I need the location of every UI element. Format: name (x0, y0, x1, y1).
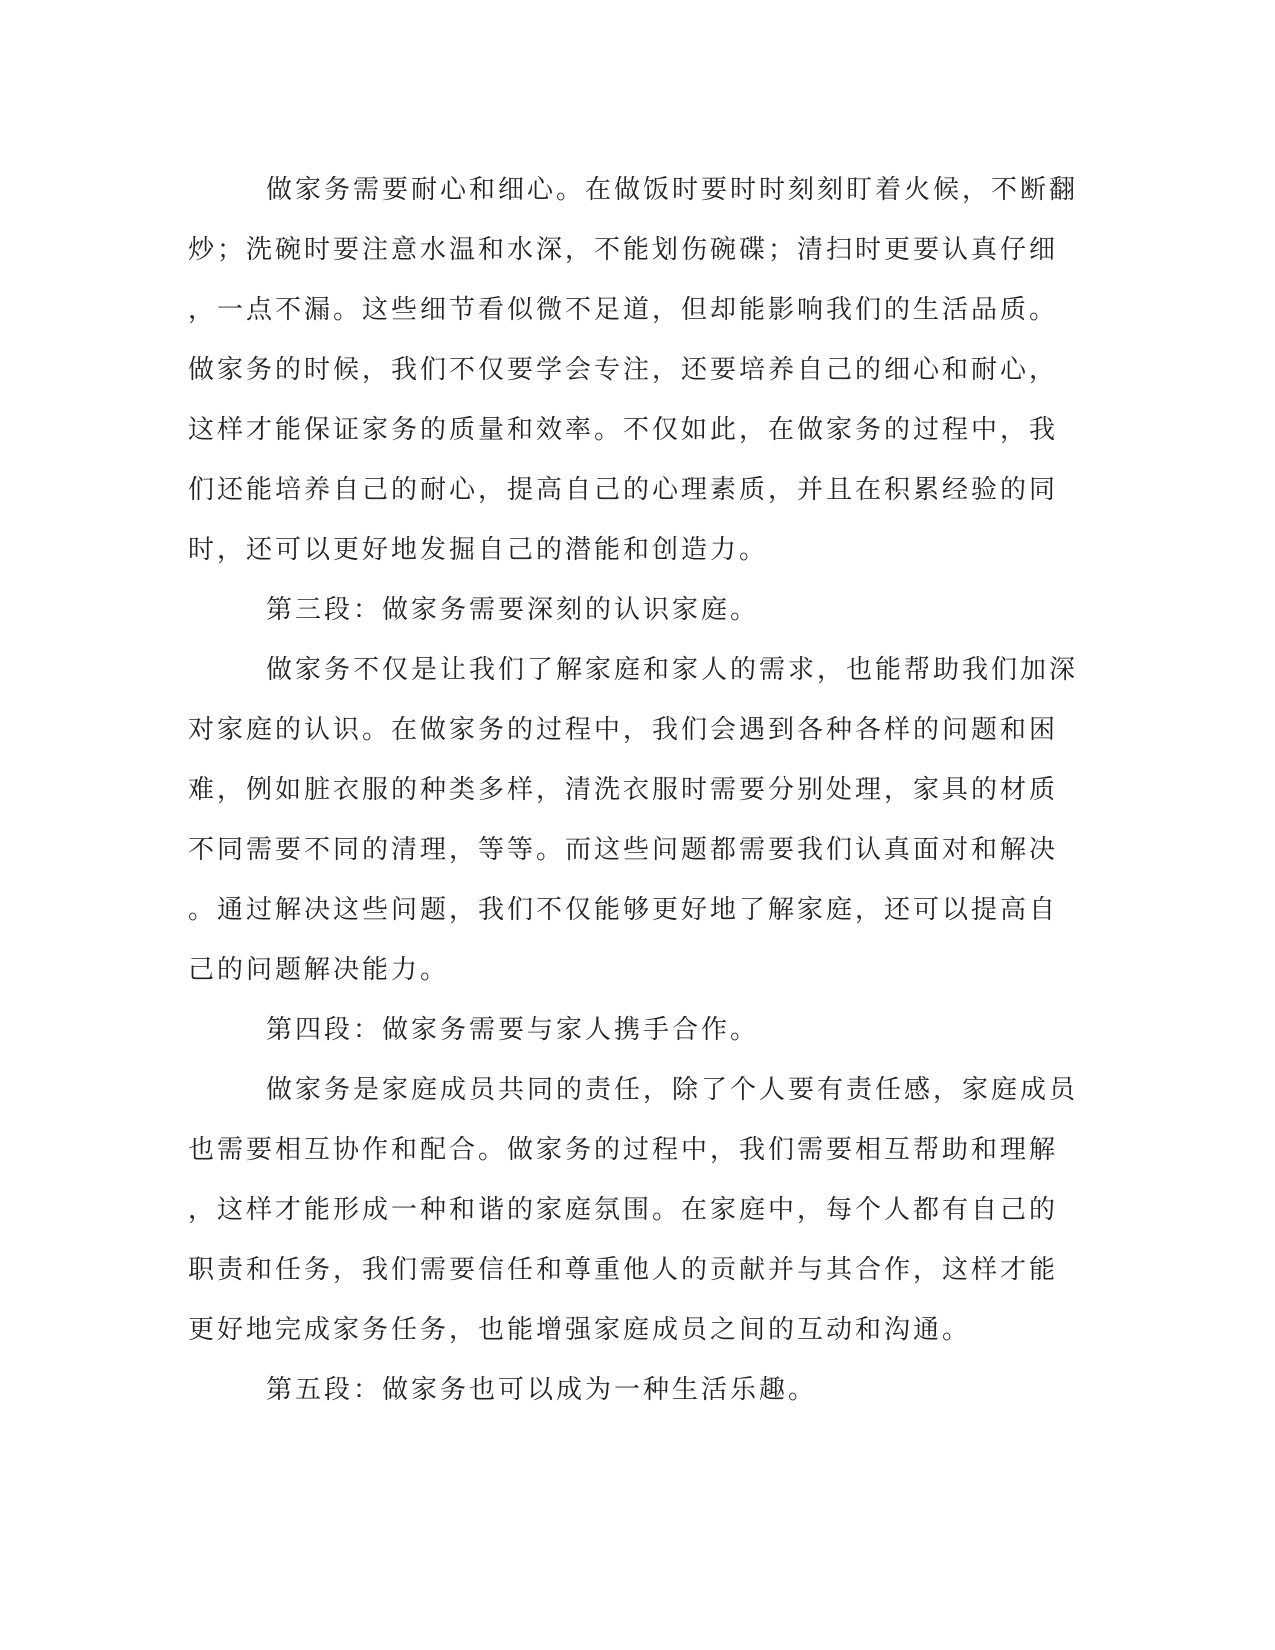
section-heading-4: 第四段：做家务需要与家人携手合作。 (266, 1015, 760, 1045)
paragraph-line: 对家庭的认识。在做家务的过程中，我们会遇到各种各样的问题和困 (188, 715, 1059, 745)
section-heading-5: 第五段：做家务也可以成为一种生活乐趣。 (266, 1375, 818, 1405)
paragraph-line: 。通过解决这些问题，我们不仅能够更好地了解家庭，还可以提高自 (188, 895, 1059, 925)
paragraph-line: 时，还可以更好地发掘自己的潜能和创造力。 (188, 535, 769, 565)
paragraph-line: 己的问题解决能力。 (188, 955, 450, 985)
paragraph-line: 做家务是家庭成员共同的责任，除了个人要有责任感，家庭成员 (266, 1075, 1079, 1105)
paragraph-line: 更好地完成家务任务，也能增强家庭成员之间的互动和沟通。 (188, 1315, 972, 1345)
paragraph-line: 职责和任务，我们需要信任和尊重他人的贡献并与其合作，这样才能 (188, 1255, 1059, 1285)
document-body (188, 160, 1079, 1420)
paragraph-line: 做家务的时候，我们不仅要学会专注，还要培养自己的细心和耐心， (188, 355, 1059, 385)
paragraph-line: 炒；洗碗时要注意水温和水深，不能划伤碗碟；清扫时更要认真仔细 (188, 235, 1059, 265)
paragraph-line: 做家务不仅是让我们了解家庭和家人的需求，也能帮助我们加深 (266, 655, 1079, 685)
paragraph-line: 做家务需要耐心和细心。在做饭时要时时刻刻盯着火候，不断翻 (266, 175, 1079, 205)
paragraph-line: 也需要相互协作和配合。做家务的过程中，我们需要相互帮助和理解 (188, 1135, 1059, 1165)
paragraph-line: ，一点不漏。这些细节看似微不足道，但却能影响我们的生活品质。 (188, 295, 1059, 325)
paragraph-line: 难，例如脏衣服的种类多样，清洗衣服时需要分别处理，家具的材质 (188, 775, 1059, 805)
section-heading-3: 第三段：做家务需要深刻的认识家庭。 (266, 595, 760, 625)
paragraph-line: 不同需要不同的清理，等等。而这些问题都需要我们认真面对和解决 (188, 835, 1059, 865)
paragraph-line: 们还能培养自己的耐心，提高自己的心理素质，并且在积累经验的同 (188, 475, 1059, 505)
paragraph-line: 这样才能保证家务的质量和效率。不仅如此，在做家务的过程中，我 (188, 415, 1059, 445)
paragraph-line: ，这样才能形成一种和谐的家庭氛围。在家庭中，每个人都有自己的 (188, 1195, 1059, 1225)
